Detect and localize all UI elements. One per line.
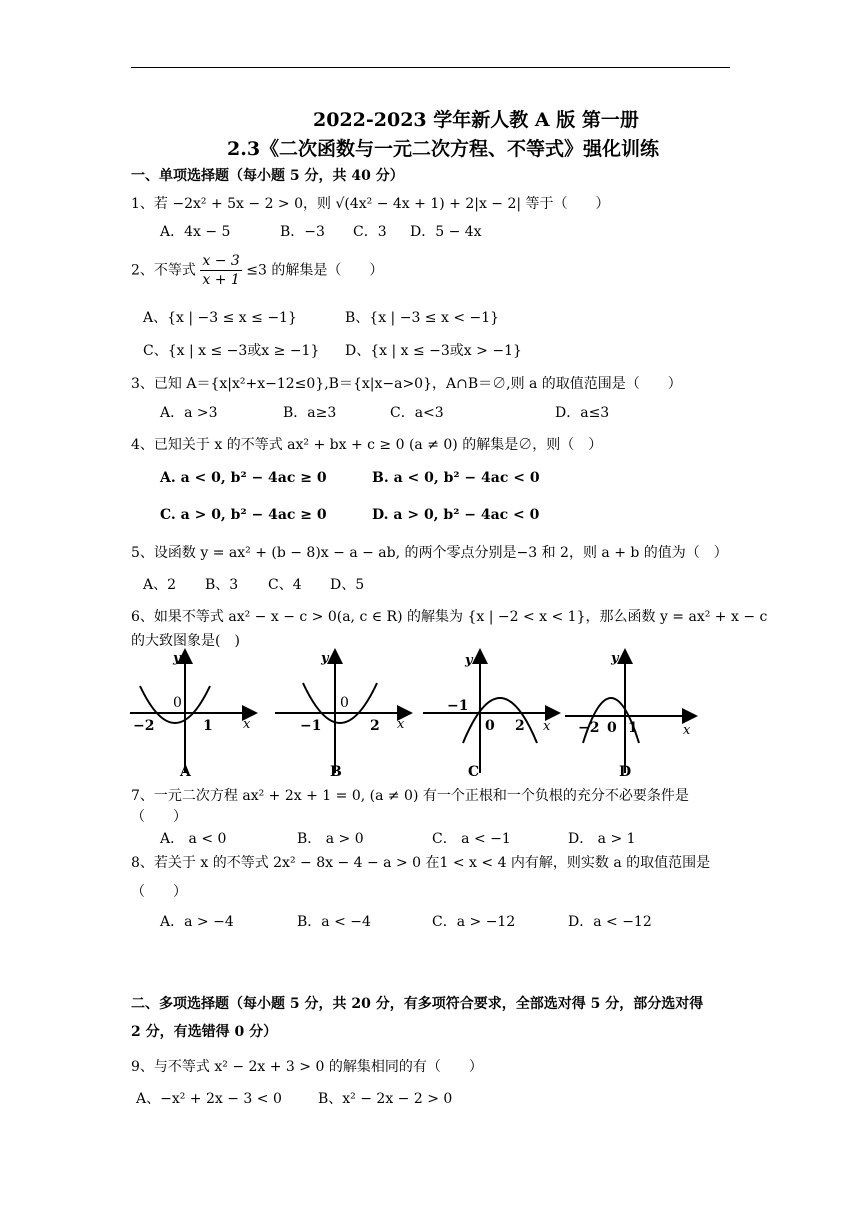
section-1-heading: 一、单项选择题（每小题 5 分，共 40 分） (131, 168, 404, 184)
graph-c-caption: C (468, 764, 480, 780)
question-5-stem: 5、设函数 y = ax² + (b − 8)x − a − ab, 的两个零点分别是−3 和 2，则 a + b 的值为（ ） (131, 545, 728, 561)
question-2-suffix: ≤3 的解集是（ ） (246, 262, 384, 279)
graph-a-x-label: x (243, 717, 251, 732)
question-8-stem-line-2: （ ） (131, 884, 187, 900)
question-1-option-c: C．3 (353, 224, 387, 240)
question-7-option-a: A． a < 0 (160, 831, 227, 847)
question-4-option-b: B. a < 0, b² − 4ac < 0 (372, 470, 540, 486)
question-8-option-d: D．a < −12 (568, 914, 652, 930)
graph-b-right-root: 2 (370, 718, 380, 734)
question-1-option-b: B．−3 (280, 224, 325, 240)
graph-a (130, 651, 251, 780)
graph-b (275, 651, 405, 780)
graph-c (423, 653, 553, 780)
graph-d-right-root: 1 (628, 720, 638, 736)
graph-b-x-label: x (397, 717, 405, 732)
question-2-option-d: D、{x | x ≤ −3或x > −1} (345, 343, 522, 359)
question-4-option-d: D. a > 0, b² − 4ac < 0 (372, 507, 540, 523)
graph-a-caption: A (180, 764, 191, 780)
question-2-option-c: C、{x | x ≤ −3或x ≥ −1} (143, 343, 320, 359)
question-1-option-a: A．4x − 5 (160, 224, 231, 240)
question-2-prefix: 2、不等式 (131, 262, 196, 279)
question-5-option-c: C、4 (268, 577, 302, 593)
question-9-option-b: B、x² − 2x − 2 > 0 (318, 1091, 453, 1107)
graph-d (565, 651, 691, 780)
question-7-option-c: C． a < −1 (432, 831, 511, 847)
question-5-option-d: D、5 (330, 577, 365, 593)
question-4-option-a: A. a < 0, b² − 4ac ≥ 0 (160, 470, 327, 486)
question-8-option-c: C．a > −12 (432, 914, 516, 930)
graph-a-origin: 0 (173, 695, 182, 711)
question-3-option-c: C．a<3 (390, 405, 444, 421)
graph-d-x-label: x (683, 723, 691, 738)
graph-c-origin: 0 (485, 718, 495, 734)
question-8-option-b: B．a < −4 (297, 914, 371, 930)
question-3-stem: 3、已知 A＝{x|x²+x−12≤0},B＝{x|x−a>0}，A∩B＝∅,则 a 的取值范围是（ ） (131, 376, 682, 392)
question-2-option-a: A、{x | −3 ≤ x ≤ −1} (143, 310, 297, 326)
graph-a-left-root: −2 (133, 718, 155, 734)
graph-c-x-label: x (543, 719, 551, 734)
question-7-stem-line-2: （ ） (131, 809, 187, 825)
graph-c-top-label: −1 (447, 698, 469, 714)
question-3-option-b: B．a≥3 (283, 405, 337, 421)
graph-b-caption: B (330, 764, 342, 780)
question-4-option-c: C. a > 0, b² − 4ac ≥ 0 (160, 507, 327, 523)
question-2-numerator: x − 3 (202, 253, 240, 269)
question-6-graphs (125, 648, 725, 783)
question-5-option-a: A、2 (143, 577, 177, 593)
question-2-option-b: B、{x | −3 ≤ x < −1} (345, 310, 500, 326)
question-3-option-d: D．a≤3 (555, 405, 610, 421)
graph-a-right-root: 1 (203, 718, 213, 734)
question-9-stem: 9、与不等式 x² − 2x + 3 > 0 的解集相同的有（ ） (131, 1059, 483, 1075)
question-4-stem: 4、已知关于 x 的不等式 ax² + bx + c ≥ 0 (a ≠ 0) 的解集是∅，则（ ） (131, 437, 603, 453)
graph-d-caption: D (619, 764, 632, 780)
section-2-heading-line-1: 二、多项选择题（每小题 5 分，共 20 分，有多项符合要求，全部选对得 5 分，部分选对得 (131, 996, 704, 1012)
question-7-option-d: D． a > 1 (568, 831, 636, 847)
graph-a-y-label: y (173, 651, 181, 666)
question-2-stem (131, 252, 383, 289)
header-rule (131, 67, 730, 68)
question-6-stem-line-2: 的大致图象是( ) (131, 633, 240, 649)
question-1-option-d: D．5 − 4x (410, 224, 482, 240)
graph-c-y-label: y (465, 653, 473, 668)
question-2-denominator: x + 1 (202, 272, 240, 288)
section-2-heading-line-2: 2 分，有选错得 0 分） (131, 1024, 278, 1040)
question-8-stem-line-1: 8、若关于 x 的不等式 2x² − 8x − 4 − a > 0 在1 < x < 4 内有解，则实数 a 的取值范围是 (131, 855, 711, 871)
graph-b-left-root: −1 (300, 718, 322, 734)
graph-d-left-root: −2 (578, 720, 600, 736)
question-9-option-a: A、−x² + 2x − 3 < 0 (136, 1091, 282, 1107)
title-line-1: 2022-2023 学年新人教 A 版 第一册 (313, 109, 639, 131)
graph-d-y-label: y (611, 651, 619, 666)
graph-c-parabola (463, 698, 537, 743)
graph-d-origin: 0 (607, 720, 617, 736)
question-2-fraction (200, 252, 241, 289)
question-3-option-a: A．a >3 (160, 405, 218, 421)
question-6-stem-line-1: 6、如果不等式 ax² − x − c > 0(a, c ∈ R) 的解集为 {x | −2 < x < 1}，那么函数 y = ax² + x − c (131, 609, 768, 625)
question-7-option-b: B． a > 0 (297, 831, 364, 847)
question-5-option-b: B、3 (205, 577, 239, 593)
graph-b-origin: 0 (340, 695, 349, 711)
question-8-option-a: A．a > −4 (160, 914, 234, 930)
graph-c-right-root: 2 (515, 718, 525, 734)
question-1-stem: 1、若 −2x² + 5x − 2 > 0，则 √(4x² − 4x + 1) + 2|x − 2| 等于（ ） (131, 196, 610, 212)
title-line-2: 2.3《二次函数与一元二次方程、不等式》强化训练 (227, 138, 660, 160)
graph-b-y-label: y (321, 651, 329, 666)
question-7-stem-line-1: 7、一元二次方程 ax² + 2x + 1 = 0, (a ≠ 0) 有一个正根和一个负根的充分不必要条件是 (131, 788, 689, 804)
